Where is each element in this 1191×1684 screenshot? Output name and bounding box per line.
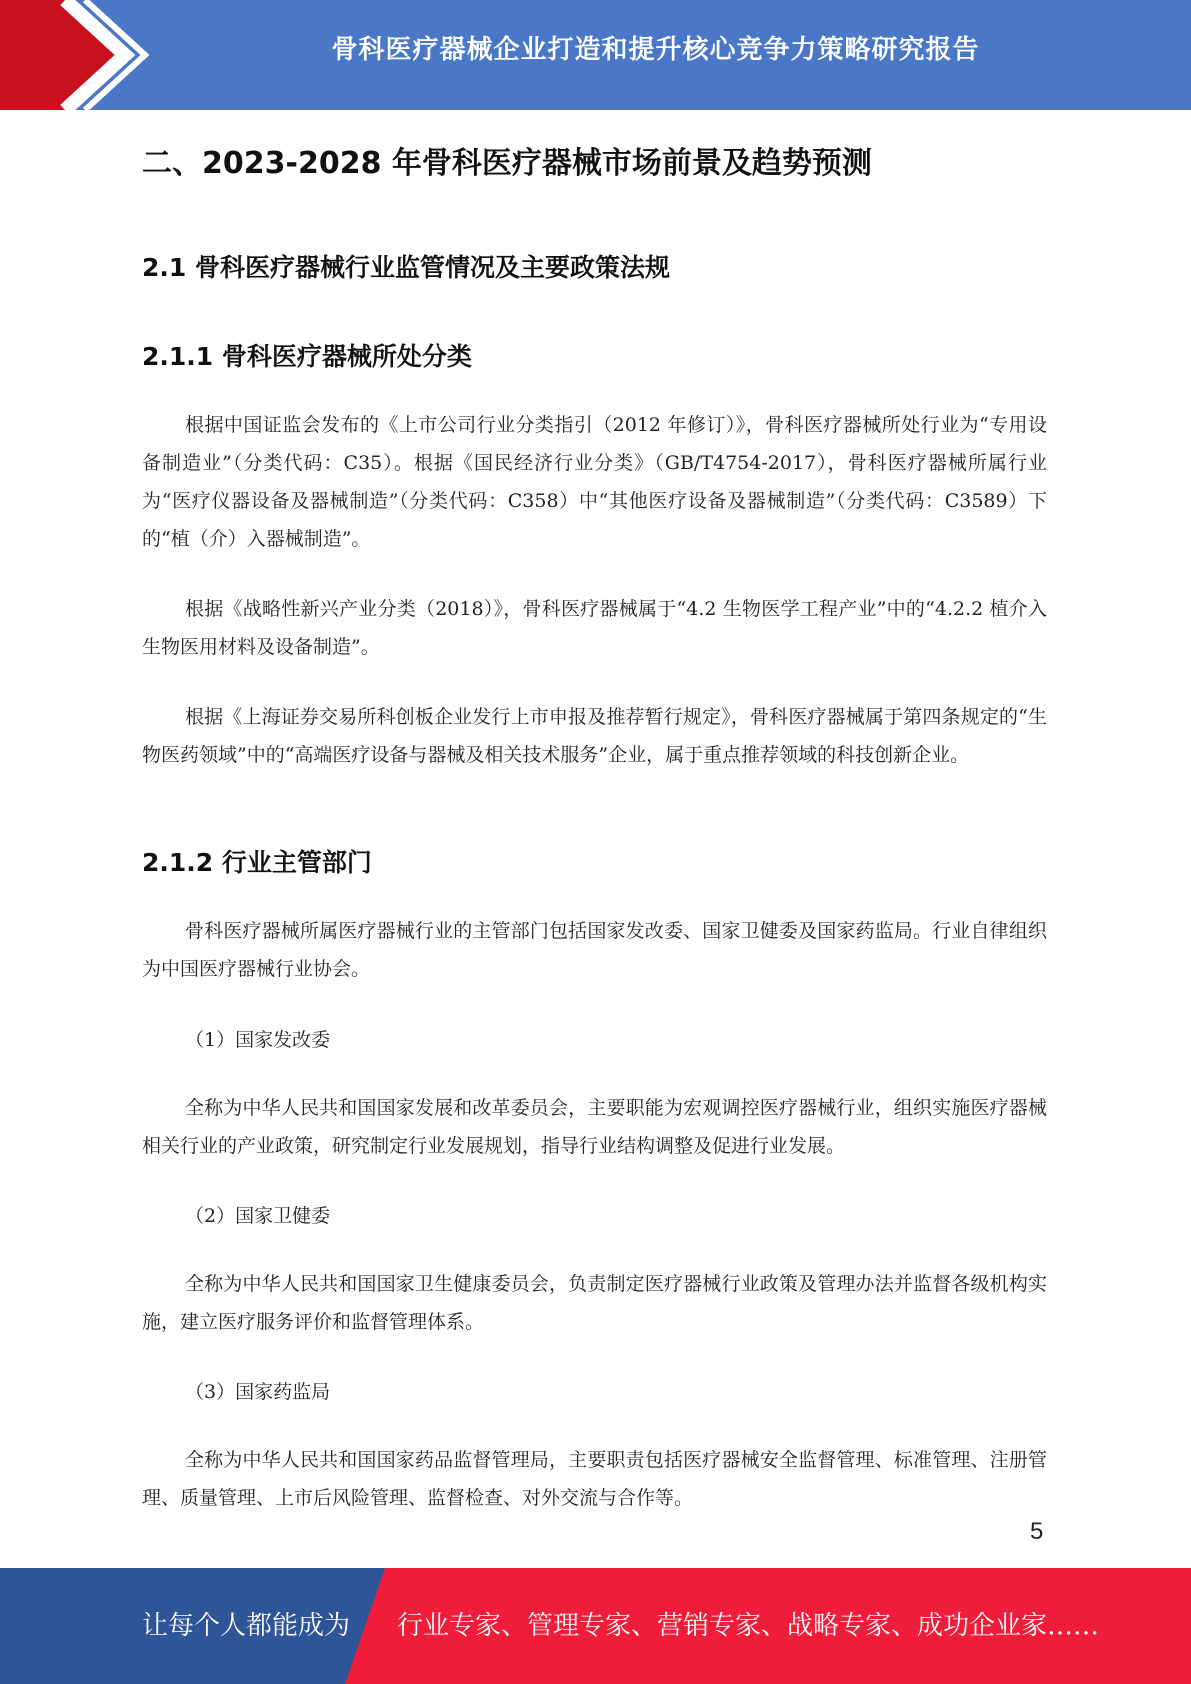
paragraph-classification-2: 根据《战略性新兴产业分类（2018）》，骨科医疗器械属于“4.2 生物医学工程产业”中的“4.2.2 植介入生物医用材料及设备制造”。 [142, 598, 1047, 658]
header-title: 骨科医疗器械企业打造和提升核心竞争力策略研究报告 [331, 35, 980, 65]
paragraph-authorities: 骨科医疗器械所属医疗器械行业的主管部门包括国家发改委、国家卫健委及国家药监局。行业自律组织为中国医疗器械行业协会。 [142, 920, 1047, 980]
list-item-ndrc: （1）国家发改委 [185, 1029, 331, 1051]
paragraph-nmpa: 全称为中华人民共和国国家药品监督管理局，主要职责包括医疗器械安全监督管理、标准管理、注册管理、质量管理、上市后风险管理、监督检查、对外交流与合作等。 [142, 1449, 1047, 1509]
list-item-nhc: （2）国家卫健委 [185, 1205, 331, 1227]
list-item-nmpa: （3）国家药监局 [185, 1381, 331, 1403]
paragraph-classification-3: 根据《上海证券交易所科创板企业发行上市申报及推荐暂行规定》，骨科医疗器械属于第四条规定的“生物医药领域”中的“高端医疗设备与器械及相关技术服务”企业，属于重点推荐领域的科技创新企业。 [142, 706, 1047, 766]
footer-slogan-left: 让每个人都能成为 [142, 1611, 351, 1641]
paragraph-classification-1: 根据中国证监会发布的《上市公司行业分类指引（2012 年修订）》，骨科医疗器械所处行业为“专用设备制造业”（分类代码：C35）。根据《国民经济行业分类》（GB/T4754-2017），骨科医疗器械所属行业为“医疗仪器设备及器械制造”（分类代码：C358）中“其他医疗设备及器械制造”（分类代码：C3589）下的“植（介）入器械制造”。 [142, 414, 1047, 550]
paragraph-nhc: 全称为中华人民共和国国家卫生健康委员会，负责制定医疗器械行业政策及管理办法并监督各级机构实施，建立医疗服务评价和监督管理体系。 [142, 1273, 1047, 1333]
subsection-title-2-1-1: 2.1.1 骨科医疗器械所处分类 [142, 342, 472, 371]
page-footer [0, 1568, 1191, 1684]
subsection-title-2-1: 2.1 骨科医疗器械行业监管情况及主要政策法规 [142, 253, 670, 282]
subsection-title-2-1-2: 2.1.2 行业主管部门 [142, 848, 372, 877]
page-number: 5 [1030, 1518, 1044, 1545]
page-header [0, 0, 1191, 110]
section-title: 二、2023-2028 年骨科医疗器械市场前景及趋势预测 [142, 146, 872, 181]
paragraph-ndrc: 全称为中华人民共和国国家发展和改革委员会，主要职能为宏观调控医疗器械行业，组织实施医疗器械相关行业的产业政策，研究制定行业发展规划，指导行业结构调整及促进行业发展。 [142, 1097, 1047, 1157]
footer-slogan-right: 行业专家、管理专家、营销专家、战略专家、成功企业家…… [397, 1611, 1100, 1641]
